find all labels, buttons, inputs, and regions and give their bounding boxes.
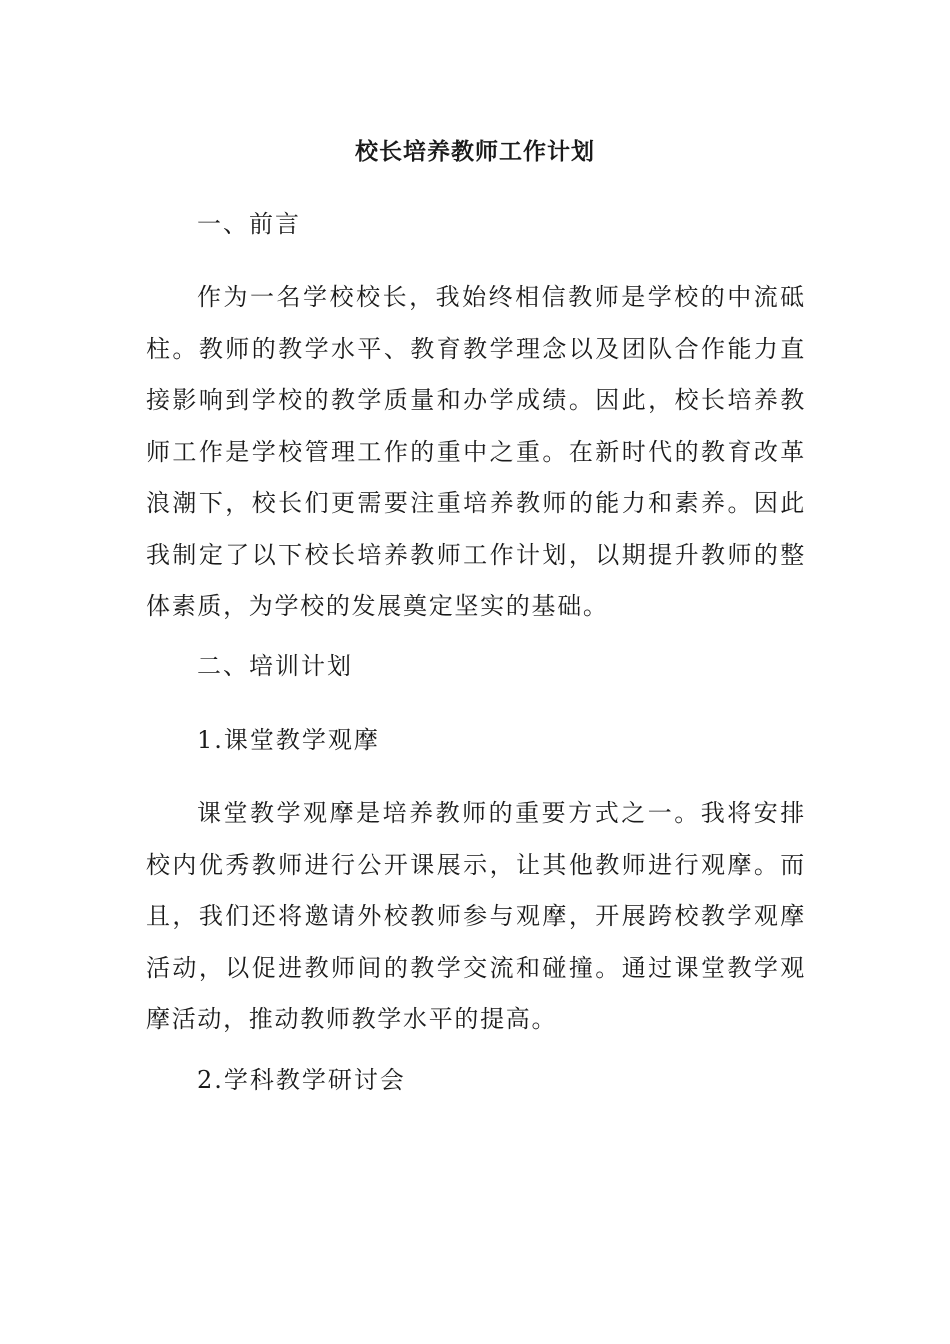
subheading-classroom-observation: 1.课堂教学观摩 [197, 726, 380, 754]
section-heading-preface: 一、前言 [197, 210, 301, 238]
paragraph-classroom-observation: 课堂教学观摩是培养教师的重要方式之一。我将安排校内优秀教师进行公开课展示，让其他教师进行观摩。而且，我们还将邀请外校教师参与观摩，开展跨校教学观摩活动，以促进教师间的教学交流和碰撞。通过课堂教学观摩活动，推动教师教学水平的提高。 [146, 799, 806, 1033]
paragraph-preface: 作为一名学校校长，我始终相信教师是学校的中流砥柱。教师的教学水平、教育教学理念以及团队合作能力直接影响到学校的教学质量和办学成绩。因此，校长培养教师工作是学校管理工作的重中之重。在新时代的教育改革浪潮下，校长们更需要注重培养教师的能力和素养。因此我制定了以下校长培养教师工作计划，以期提升教师的整体素质，为学校的发展奠定坚实的基础。 [146, 283, 806, 620]
subheading-subject-seminar: 2.学科教学研讨会 [197, 1066, 406, 1094]
section-heading-training-plan: 二、培训计划 [197, 652, 353, 680]
document-title: 校长培养教师工作计划 [355, 138, 595, 165]
